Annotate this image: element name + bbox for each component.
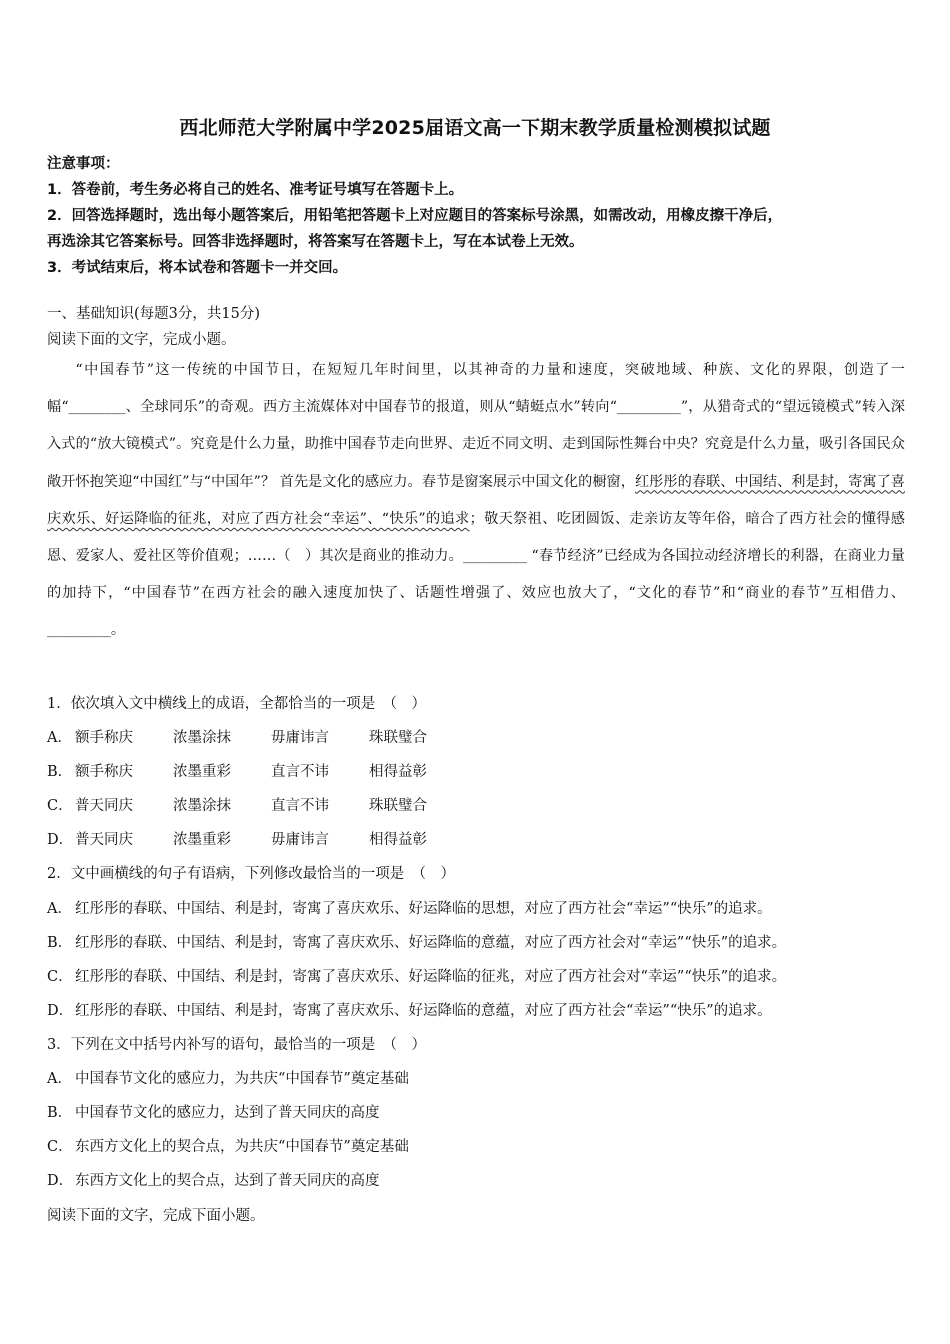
option-word: 浓墨重彩 [173,764,231,780]
question-3-option-d[interactable] [47,1169,380,1190]
notice-item-1: 1．答卷前，考生务必将自己的姓名、准考证号填写在答题卡上。 [47,182,464,198]
option-label: C． [47,969,73,985]
option-text: 红彤彤的春联、中国结、利是封，寄寓了喜庆欢乐、好运降临的思想，对应了西方社会“幸运”“快乐”的追求。 [75,901,772,917]
option-word: 普天同庆 [75,832,133,848]
option-word: 直言不讳 [271,764,329,780]
question-2-option-a[interactable] [47,897,772,918]
notice-item-2-cont: 再选涂其它答案标号。回答非选择题时，将答案写在答题卡上，写在本试卷上无效。 [47,234,584,250]
option-word: 直言不讳 [271,798,329,814]
question-2-option-c[interactable] [47,965,786,986]
option-text: 红彤彤的春联、中国结、利是封，寄寓了喜庆欢乐、好运降临的意蕴，对应了西方社会对“幸运”“快乐”的追求。 [75,935,787,951]
question-2-option-b[interactable] [47,931,786,952]
exam-title: 西北师范大学附属中学2025届语文高一下期末教学质量检测模拟试题 [179,117,771,139]
option-word: 珠联璧合 [369,730,427,746]
option-word: 浓墨重彩 [173,832,231,848]
passage-part-2: ；敬天祭祖、吃团圆饭、走亲访友等年俗，暗合了西方社会的懂得感恩、爱家人、爱社区等价值观；……（ ）其次是商业的推动力。_________ “春节经济”已经成为各国拉动经济增长的利器，在商业力量的加持下，“中国春节”在西方社会的融入速度加快了、话题性增强了、效应也放大了，“文化的春节”和“商业的春节”互相借力、_________。 [47,510,905,639]
question-2-stem: 2．文中画横线的句子有语病，下列修改最恰当的一项是 （ ） [47,866,455,882]
question-1-option-b[interactable] [47,760,467,781]
question-3-option-a[interactable] [47,1067,409,1088]
notice-heading: 注意事项： [47,156,120,172]
option-text: 红彤彤的春联、中国结、利是封，寄寓了喜庆欢乐、好运降临的征兆，对应了西方社会对“幸运”“快乐”的追求。 [75,969,787,985]
option-label: B． [47,764,73,780]
option-word: 浓墨涂抹 [173,730,231,746]
question-2-option-d[interactable] [47,999,772,1020]
option-word: 毋庸讳言 [271,730,329,746]
closing-instruction: 阅读下面的文字，完成下面小题。 [47,1208,265,1224]
option-word: 相得益彰 [369,832,427,848]
option-text: 中国春节文化的感应力，达到了普天同庆的高度 [75,1105,380,1121]
question-1-option-c[interactable] [47,794,467,815]
option-text: 红彤彤的春联、中国结、利是封，寄寓了喜庆欢乐、好运降临的意蕴，对应了西方社会“幸运”“快乐”的追求。 [75,1003,772,1019]
option-label: D． [47,1173,74,1189]
section-intro: 阅读下面的文字，完成小题。 [47,332,236,348]
option-word: 额手称庆 [75,730,133,746]
question-1-option-d[interactable] [47,828,467,849]
option-text: 中国春节文化的感应力，为共庆“中国春节”奠定基础 [75,1071,409,1087]
option-text: 东西方文化上的契合点，为共庆“中国春节”奠定基础 [75,1139,409,1155]
passage-part-1: “中国春节”这一传统的中国节日，在短短几年时间里，以其神奇的力量和速度，突破地域、种族、文化的界限，创造了一幅“________、全球同乐”的奇观。西方主流媒体对中国春节的报道，则从“蜻蜓点水”转向“_________”，从猎奇式的“望远镜模式”转入深入式的“放大镜模式”。究竟是什么力量，助推中国春节走向世界、走近不同文明、走到国际性舞台中央？究竟是什么力量，吸引各国民众敞开怀抱笑迎“中国红”与“中国年”？ 首先是文化的感应力。春节是窗案展示中国文化的橱窗， [47,362,905,490]
section-heading: 一、基础知识(每题3分，共15分) [47,306,260,322]
option-label: B． [47,935,73,951]
option-word: 毋庸讳言 [271,832,329,848]
option-word: 普天同庆 [75,798,133,814]
option-label: A． [47,1071,72,1087]
option-label: B． [47,1105,73,1121]
question-3-stem: 3．下列在文中括号内补写的语句，最恰当的一项是 （ ） [47,1037,426,1053]
notice-item-2: 2．回答选择题时，选出每小题答案后，用铅笔把答题卡上对应题目的答案标号涂黑，如需改动，用橡皮擦干净后， [47,208,783,224]
question-1-option-a[interactable] [47,726,467,747]
question-3-option-b[interactable] [47,1101,380,1122]
option-word: 浓墨涂抹 [173,798,231,814]
option-label: A． [47,730,72,746]
option-label: C． [47,798,73,814]
question-3-option-c[interactable] [47,1135,409,1156]
option-label: A． [47,901,72,917]
option-label: C． [47,1139,73,1155]
option-word: 珠联璧合 [369,798,427,814]
option-label: D． [47,1003,74,1019]
option-word: 相得益彰 [369,764,427,780]
option-label: D． [47,832,74,848]
reading-passage [47,352,905,650]
option-word: 额手称庆 [75,764,133,780]
underlined-sentence: 红彤彤的春联、中国结、利是封，寄寓了喜庆欢乐、好运降临的征兆，对应了西方社会“幸运”、“快乐”的追求 [47,473,905,527]
option-text: 东西方文化上的契合点，达到了普天同庆的高度 [75,1173,380,1189]
notice-item-3: 3．考试结束后，将本试卷和答题卡一并交回。 [47,260,348,276]
question-1-stem: 1．依次填入文中横线上的成语，全都恰当的一项是 （ ） [47,696,426,712]
